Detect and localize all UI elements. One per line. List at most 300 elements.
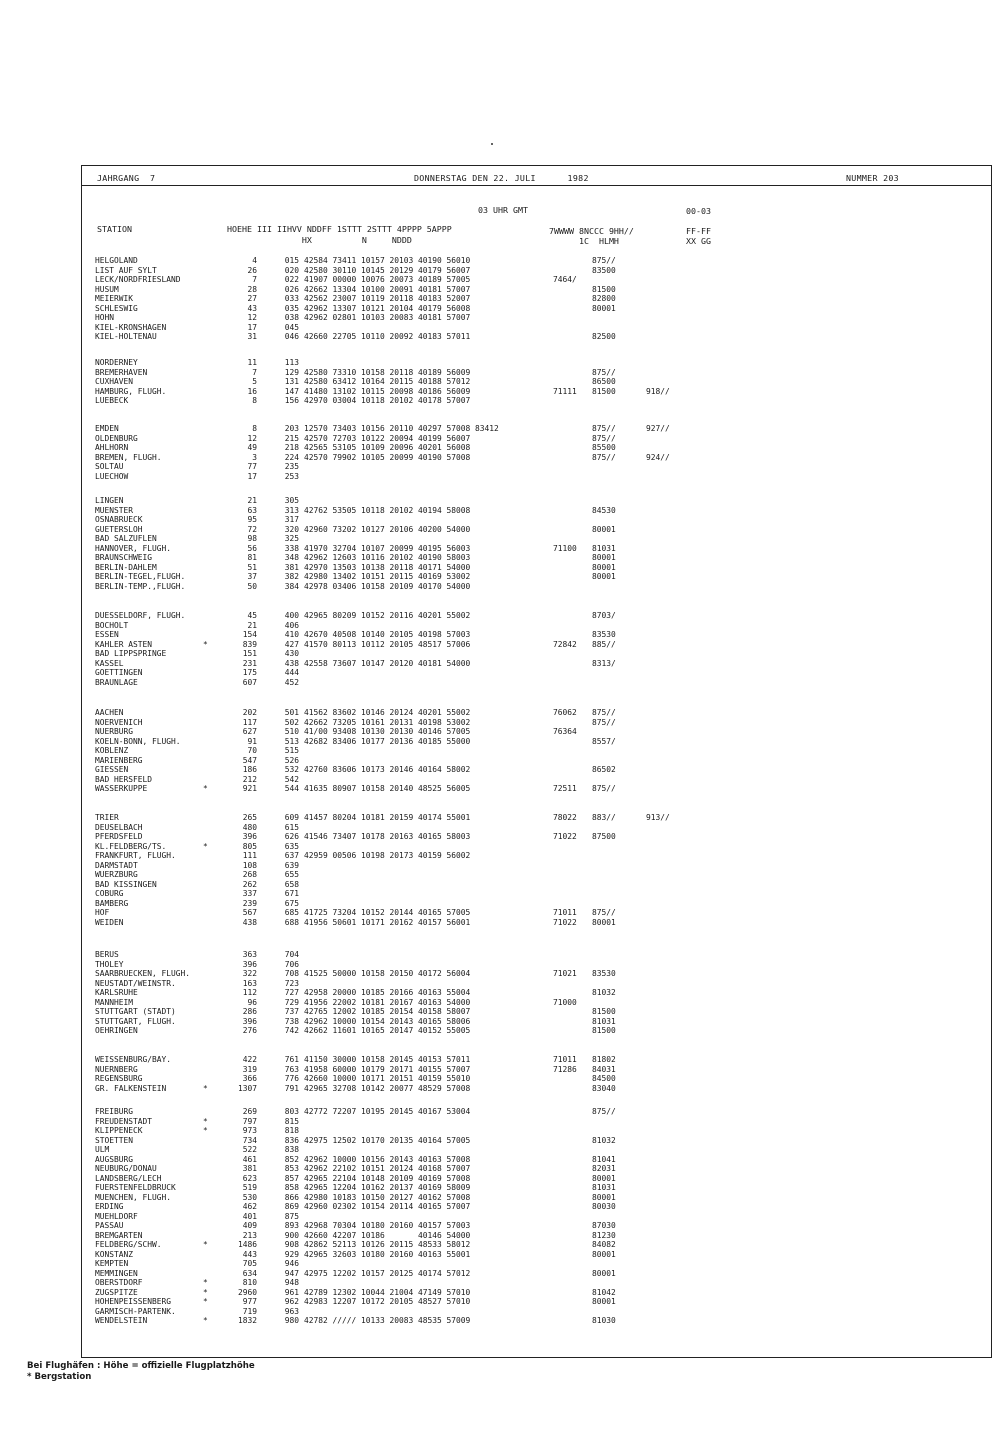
station-height: 81 <box>247 553 257 562</box>
station-height: 265 <box>242 813 257 822</box>
station-name: BREMGARTEN <box>95 1230 143 1240</box>
station-name: AACHEN <box>95 708 124 717</box>
synop-groups: 41562 83602 10146 20124 40201 55002 <box>304 708 471 717</box>
station-height: 1307 <box>237 1083 257 1093</box>
station-id: 729 <box>284 997 299 1007</box>
station-height: 1486 <box>237 1240 257 1249</box>
synop-groups: 42958 20000 10185 20166 40163 55004 <box>304 988 471 997</box>
synop-groups: 41546 73407 10178 20163 40165 58003 <box>304 832 471 841</box>
station-name: HUSUM <box>95 284 119 294</box>
jahrgang: JAHRGANG 7 <box>97 173 156 183</box>
report-time-range: 00-03 <box>686 206 711 216</box>
station-name: STUTTGART (STADT) <box>95 1007 176 1016</box>
synop-groups: 42962 10000 10154 20143 40165 58006 <box>304 1016 471 1026</box>
station-height: 401 <box>242 1211 257 1221</box>
synop-groups: 41457 80204 10181 20159 40174 55001 <box>304 813 471 822</box>
station-height: 112 <box>242 988 257 997</box>
group-8: 83500 <box>592 265 616 275</box>
station-name: FELDBERG/SCHW. <box>95 1240 162 1249</box>
station-height: 50 <box>247 581 257 591</box>
mountain-mark: * <box>203 639 208 649</box>
station-height: 269 <box>242 1107 257 1116</box>
group-7: 71000 <box>553 997 577 1007</box>
station-height: 45 <box>247 611 257 620</box>
station-height: 797 <box>242 1116 257 1126</box>
station-name: GARMISCH-PARTENK. <box>95 1306 176 1316</box>
group-7: 71022 <box>553 917 577 927</box>
station-height: 719 <box>242 1306 257 1316</box>
synop-groups: 41956 22002 10181 20167 40163 54000 <box>304 997 471 1007</box>
station-id: 857 <box>284 1173 299 1183</box>
station-name: MUENSTER <box>95 505 134 515</box>
mountain-mark: * <box>203 1116 208 1126</box>
column-wind-sub: XX GG <box>686 236 711 246</box>
group-7: 72842 <box>553 639 577 649</box>
station-height: 77 <box>247 462 257 471</box>
station-height: 734 <box>242 1135 257 1145</box>
station-height: 21 <box>247 620 257 630</box>
station-id: 637 <box>284 851 299 860</box>
station-name: KARLSRUHE <box>95 988 138 997</box>
synop-groups: 41525 50000 10158 20150 40172 56004 <box>304 969 471 978</box>
station-name: WENDELSTEIN <box>95 1316 148 1325</box>
station-name: ZUGSPITZE <box>95 1287 138 1297</box>
station-name: BAD HERSFELD <box>95 774 153 784</box>
station-height: 239 <box>242 898 257 908</box>
synop-groups: 41570 80113 10112 20105 48517 57006 <box>304 639 471 649</box>
report-time: 03 UHR GMT <box>478 205 528 215</box>
station-id: 129 <box>284 367 299 377</box>
station-id: 113 <box>284 358 299 367</box>
station-height: 231 <box>242 658 257 668</box>
station-id: 046 <box>284 332 299 341</box>
station-name: WEIDEN <box>95 917 124 927</box>
group-9: 924// <box>646 452 670 462</box>
station-id: 305 <box>284 496 299 505</box>
station-height: 51 <box>247 562 257 572</box>
column-codes-sub: HX N NDDD <box>227 235 412 245</box>
group-8: 80001 <box>592 1192 616 1202</box>
station-id: 961 <box>284 1287 299 1297</box>
station-id: 615 <box>284 822 299 832</box>
footer-legend: * Bergstation <box>27 1372 92 1382</box>
station-id: 900 <box>284 1230 299 1240</box>
synop-groups: 42765 12002 10185 20154 40158 58007 <box>304 1007 471 1016</box>
footer-note: Bei Flughäfen : Höhe = offizielle Flugplatzhöhe <box>27 1361 255 1371</box>
station-id: 020 <box>284 265 299 275</box>
station-height: 3 <box>252 452 257 462</box>
station-name: LANDSBERG/LECH <box>95 1173 162 1183</box>
group-8: 84500 <box>592 1074 616 1083</box>
station-name: HOHN <box>95 313 115 322</box>
group-8: 875// <box>592 433 616 443</box>
station-height: 627 <box>242 727 257 736</box>
station-name: AHLHORN <box>95 443 129 452</box>
group-8: 83530 <box>592 969 616 978</box>
station-id: 980 <box>284 1316 299 1325</box>
station-name: KOBLENZ <box>95 746 129 755</box>
synop-groups: 42975 12502 10170 20135 40164 57005 <box>304 1135 471 1145</box>
station-id: 384 <box>284 581 299 591</box>
station-height: 396 <box>242 959 257 969</box>
synop-groups: 42584 73411 10157 20103 40190 56010 <box>304 256 471 265</box>
station-name: EMDEN <box>95 424 119 433</box>
synop-groups: 42962 12603 10116 20102 40190 58003 <box>304 553 471 562</box>
station-height: 117 <box>242 717 257 727</box>
station-name: AUGSBURG <box>95 1154 134 1164</box>
station-height: 175 <box>242 668 257 677</box>
station-height: 522 <box>242 1145 257 1154</box>
station-id: 452 <box>284 677 299 687</box>
station-name: STUTTGART, FLUGH. <box>95 1016 176 1026</box>
station-height: 37 <box>247 572 257 581</box>
group-8: 875// <box>592 367 616 377</box>
station-height: 547 <box>242 755 257 765</box>
station-id: 501 <box>284 708 299 717</box>
synop-groups: 42862 52113 10126 20115 48533 58012 <box>304 1240 471 1249</box>
synop-groups: 42762 53505 10118 20102 40194 58008 <box>304 505 471 515</box>
station-height: 286 <box>242 1007 257 1016</box>
station-height: 212 <box>242 774 257 784</box>
station-height: 12 <box>247 313 257 322</box>
station-id: 738 <box>284 1016 299 1026</box>
synop-groups: 41150 30000 10158 20145 40153 57011 <box>304 1055 471 1064</box>
station-height: 8 <box>252 396 257 405</box>
station-height: 43 <box>247 303 257 313</box>
station-id: 869 <box>284 1202 299 1211</box>
station-name: BRAUNSCHWEIG <box>95 553 153 562</box>
date: DONNERSTAG DEN 22. JULI 1982 <box>414 173 589 183</box>
station-id: 313 <box>284 505 299 515</box>
station-height: 805 <box>242 841 257 851</box>
group-8: 81031 <box>592 543 616 553</box>
group-8: 82800 <box>592 294 616 303</box>
synop-groups: 42962 22102 10151 20124 40168 57007 <box>304 1164 471 1173</box>
station-name: MEIERWIK <box>95 294 134 303</box>
station-height: 366 <box>242 1074 257 1083</box>
station-id: 038 <box>284 313 299 322</box>
group-8: 875// <box>592 452 616 462</box>
station-name: MANNHEIM <box>95 997 134 1007</box>
station-name: BAMBERG <box>95 898 129 908</box>
station-id: 723 <box>284 978 299 988</box>
synop-groups: 41480 13102 10115 20098 40186 56009 <box>304 386 471 396</box>
group-9: 927// <box>646 424 670 433</box>
synop-groups: 42965 32708 10142 20077 48529 57008 <box>304 1083 471 1093</box>
station-name: BERLIN-TEMP.,FLUGH. <box>95 581 186 591</box>
station-height: 319 <box>242 1064 257 1074</box>
station-height: 17 <box>247 471 257 481</box>
station-height: 163 <box>242 978 257 988</box>
station-id: 338 <box>284 543 299 553</box>
synop-groups: 42960 02302 10154 20114 40165 57007 <box>304 1202 471 1211</box>
station-id: 671 <box>284 889 299 898</box>
station-height: 705 <box>242 1259 257 1268</box>
station-height: 7 <box>252 367 257 377</box>
station-name: FUERSTENFELDBRUCK <box>95 1183 176 1192</box>
station-height: 396 <box>242 1016 257 1026</box>
station-name: MUENCHEN, FLUGH. <box>95 1192 172 1202</box>
station-id: 658 <box>284 879 299 889</box>
group-8: 81230 <box>592 1230 616 1240</box>
group-7: 71100 <box>553 543 577 553</box>
station-id: 893 <box>284 1221 299 1230</box>
synop-groups: 41/00 93408 10130 20130 40146 57005 <box>304 727 471 736</box>
station-id: 510 <box>284 727 299 736</box>
station-height: 98 <box>247 534 257 543</box>
synop-groups: 42962 02801 10103 20083 40181 57007 <box>304 313 471 322</box>
station-name: ESSEN <box>95 630 119 639</box>
group-8: 87030 <box>592 1221 616 1230</box>
group-8: 81031 <box>592 1016 616 1026</box>
station-name: LUEBECK <box>95 396 129 405</box>
group-8: 80001 <box>592 1268 616 1278</box>
station-name: GR. FALKENSTEIN <box>95 1083 167 1093</box>
group-8: 875// <box>592 256 616 265</box>
station-id: 218 <box>284 443 299 452</box>
station-id: 776 <box>284 1074 299 1083</box>
station-id: 444 <box>284 668 299 677</box>
station-id: 235 <box>284 462 299 471</box>
synop-groups: 42670 40508 10140 20105 40198 57003 <box>304 630 471 639</box>
station-height: 977 <box>242 1297 257 1306</box>
station-name: HOHENPEISSENBERG <box>95 1297 172 1306</box>
station-name: LUECHOW <box>95 471 129 481</box>
group-8: 80001 <box>592 562 616 572</box>
station-id: 406 <box>284 620 299 630</box>
group-8: 86502 <box>592 765 616 774</box>
table-frame <box>81 165 992 1358</box>
group-8: 81032 <box>592 988 616 997</box>
synop-groups: 41958 60000 10179 20171 40155 57007 <box>304 1064 471 1074</box>
synop-groups: 42959 00506 10198 20173 40159 56002 <box>304 851 471 860</box>
group-8: 85500 <box>592 443 616 452</box>
station-height: 154 <box>242 630 257 639</box>
station-height: 4 <box>252 256 257 265</box>
group-8: 80001 <box>592 1297 616 1306</box>
station-id: 704 <box>284 950 299 959</box>
station-id: 655 <box>284 870 299 879</box>
synop-groups: 42570 79902 10105 20099 40190 57008 <box>304 452 471 462</box>
station-height: 567 <box>242 908 257 917</box>
station-height: 21 <box>247 496 257 505</box>
station-name: WASSERKUPPE <box>95 784 148 793</box>
station-id: 635 <box>284 841 299 851</box>
station-height: 96 <box>247 997 257 1007</box>
synop-groups: 42580 73310 10158 20118 40189 56009 <box>304 367 471 377</box>
group-8: 8703/ <box>592 611 616 620</box>
group-8: 8557/ <box>592 736 616 746</box>
station-height: 27 <box>247 294 257 303</box>
station-id: 542 <box>284 774 299 784</box>
group-8: 875// <box>592 708 616 717</box>
synop-groups: 42960 73202 10127 20106 40200 54000 <box>304 524 471 534</box>
column-group8-sub: 1C HLMH <box>549 236 619 246</box>
station-id: 948 <box>284 1278 299 1287</box>
station-name: BREMERHAVEN <box>95 367 148 377</box>
station-height: 5 <box>252 377 257 386</box>
station-id: 929 <box>284 1249 299 1259</box>
station-name: GIESSEN <box>95 765 129 774</box>
station-name: WEISSENBURG/BAY. <box>95 1055 172 1064</box>
station-height: 70 <box>247 746 257 755</box>
station-height: 519 <box>242 1183 257 1192</box>
station-id: 727 <box>284 988 299 997</box>
group-7: 71286 <box>553 1064 577 1074</box>
station-height: 213 <box>242 1230 257 1240</box>
group-7: 71011 <box>553 908 577 917</box>
station-id: 737 <box>284 1007 299 1016</box>
station-name: PFERDSFELD <box>95 832 143 841</box>
station-id: 430 <box>284 649 299 658</box>
station-name: KOELN-BONN, FLUGH. <box>95 736 181 746</box>
column-group8: 7WWWW 8NCCC 9HH// <box>549 226 634 236</box>
mountain-mark: * <box>203 1240 208 1249</box>
synop-groups: 41956 50601 10171 20162 40157 56001 <box>304 917 471 927</box>
group-9: 913// <box>646 813 670 822</box>
group-7: 78022 <box>553 813 577 822</box>
group-8: 81500 <box>592 386 616 396</box>
station-height: 810 <box>242 1278 257 1287</box>
nummer: NUMMER 203 <box>846 173 899 183</box>
station-id: 852 <box>284 1154 299 1164</box>
station-name: MEMMINGEN <box>95 1268 138 1278</box>
station-name: NEUSTADT/WEINSTR. <box>95 978 176 988</box>
station-height: 17 <box>247 322 257 332</box>
synop-groups: 42662 13304 10100 20091 40181 57007 <box>304 284 471 294</box>
group-8: 883// <box>592 813 616 822</box>
synop-groups: 42968 70304 10180 20160 40157 57003 <box>304 1221 471 1230</box>
station-height: 322 <box>242 969 257 978</box>
group-8: 8313/ <box>592 658 616 668</box>
mountain-mark: * <box>203 1297 208 1306</box>
station-height: 839 <box>242 639 257 649</box>
station-height: 337 <box>242 889 257 898</box>
synop-groups: 42983 12207 10172 20105 48527 57010 <box>304 1297 471 1306</box>
station-id: 203 <box>284 424 299 433</box>
station-height: 2960 <box>237 1287 257 1297</box>
group-7: 72511 <box>553 784 577 793</box>
station-height: 607 <box>242 677 257 687</box>
station-height: 262 <box>242 879 257 889</box>
station-height: 26 <box>247 265 257 275</box>
header-rule <box>81 185 992 186</box>
group-7: 71011 <box>553 1055 577 1064</box>
station-name: LECK/NORDFRIESLAND <box>95 275 181 284</box>
station-name: BREMEN, FLUGH. <box>95 452 162 462</box>
station-id: 320 <box>284 524 299 534</box>
station-height: 396 <box>242 832 257 841</box>
station-name: OLDENBURG <box>95 433 138 443</box>
station-height: 530 <box>242 1192 257 1202</box>
station-name: KASSEL <box>95 658 124 668</box>
station-height: 72 <box>247 524 257 534</box>
station-id: 022 <box>284 275 299 284</box>
station-id: 035 <box>284 303 299 313</box>
station-id: 253 <box>284 471 299 481</box>
group-7: 71111 <box>553 386 577 396</box>
station-name: REGENSBURG <box>95 1074 143 1083</box>
synop-groups: 41970 32704 10107 20099 40195 56003 <box>304 543 471 553</box>
group-8: 82031 <box>592 1164 616 1173</box>
column-wind: FF-FF <box>686 226 711 236</box>
mountain-mark: * <box>203 1287 208 1297</box>
station-height: 462 <box>242 1202 257 1211</box>
station-name: MUEHLDORF <box>95 1211 138 1221</box>
group-8: 87500 <box>592 832 616 841</box>
station-name: BAD SALZUFLEN <box>95 534 157 543</box>
station-name: DARMSTADT <box>95 860 138 870</box>
synop-groups: 42965 12204 10162 20137 40169 58009 <box>304 1183 471 1192</box>
station-id: 803 <box>284 1107 299 1116</box>
station-height: 480 <box>242 822 257 832</box>
station-name: THOLEY <box>95 959 124 969</box>
station-id: 526 <box>284 755 299 765</box>
synop-groups: 42562 23007 10119 20118 40183 52007 <box>304 294 471 303</box>
station-id: 946 <box>284 1259 299 1268</box>
mountain-mark: * <box>203 784 208 793</box>
synop-groups: 42789 12302 10044 21004 47149 57010 <box>304 1287 471 1297</box>
station-height: 56 <box>247 543 257 553</box>
station-id: 033 <box>284 294 299 303</box>
synop-groups: 42965 22104 10148 20109 40169 57008 <box>304 1173 471 1183</box>
group-8: 83530 <box>592 630 616 639</box>
synop-groups: 42980 13402 10151 20115 40169 53002 <box>304 572 471 581</box>
station-name: MARIENBERG <box>95 755 143 765</box>
group-8: 81042 <box>592 1287 616 1297</box>
station-id: 156 <box>284 396 299 405</box>
synop-groups: 42660 42207 10186 40146 54000 <box>304 1230 471 1240</box>
station-height: 49 <box>247 443 257 452</box>
station-name: KIEL-KRONSHAGEN <box>95 322 167 332</box>
station-height: 634 <box>242 1268 257 1278</box>
station-id: 544 <box>284 784 299 793</box>
group-8: 875// <box>592 717 616 727</box>
station-id: 015 <box>284 256 299 265</box>
mountain-mark: * <box>203 1126 208 1135</box>
station-id: 626 <box>284 832 299 841</box>
group-7: 76364 <box>553 727 577 736</box>
station-name: DUESSELDORF, FLUGH. <box>95 611 186 620</box>
station-height: 438 <box>242 917 257 927</box>
group-8: 80001 <box>592 572 616 581</box>
station-id: 836 <box>284 1135 299 1145</box>
synop-groups: 42662 73205 10161 20131 40198 53002 <box>304 717 471 727</box>
station-name: PASSAU <box>95 1221 124 1230</box>
station-id: 609 <box>284 813 299 822</box>
group-7: 71022 <box>553 832 577 841</box>
station-name: HOF <box>95 908 110 917</box>
group-8: 81041 <box>592 1154 616 1164</box>
station-name: ERDING <box>95 1202 124 1211</box>
station-id: 400 <box>284 611 299 620</box>
station-name: SAARBRUECKEN, FLUGH. <box>95 969 191 978</box>
station-id: 026 <box>284 284 299 294</box>
station-name: COBURG <box>95 889 124 898</box>
synop-groups: 42772 72207 10195 20145 40167 53004 <box>304 1107 471 1116</box>
station-name: BERUS <box>95 950 119 959</box>
synop-groups: 42682 83406 10177 20136 40185 55000 <box>304 736 471 746</box>
synop-groups: 42980 10183 10150 20127 40162 57008 <box>304 1192 471 1202</box>
group-8: 80030 <box>592 1202 616 1211</box>
group-8: 81031 <box>592 1183 616 1192</box>
group-8: 80001 <box>592 553 616 562</box>
synop-groups: 42580 30110 10145 20129 40179 56007 <box>304 265 471 275</box>
group-8: 875// <box>592 908 616 917</box>
station-id: 045 <box>284 322 299 332</box>
station-name: CUXHAVEN <box>95 377 134 386</box>
station-name: TRIER <box>95 813 119 822</box>
